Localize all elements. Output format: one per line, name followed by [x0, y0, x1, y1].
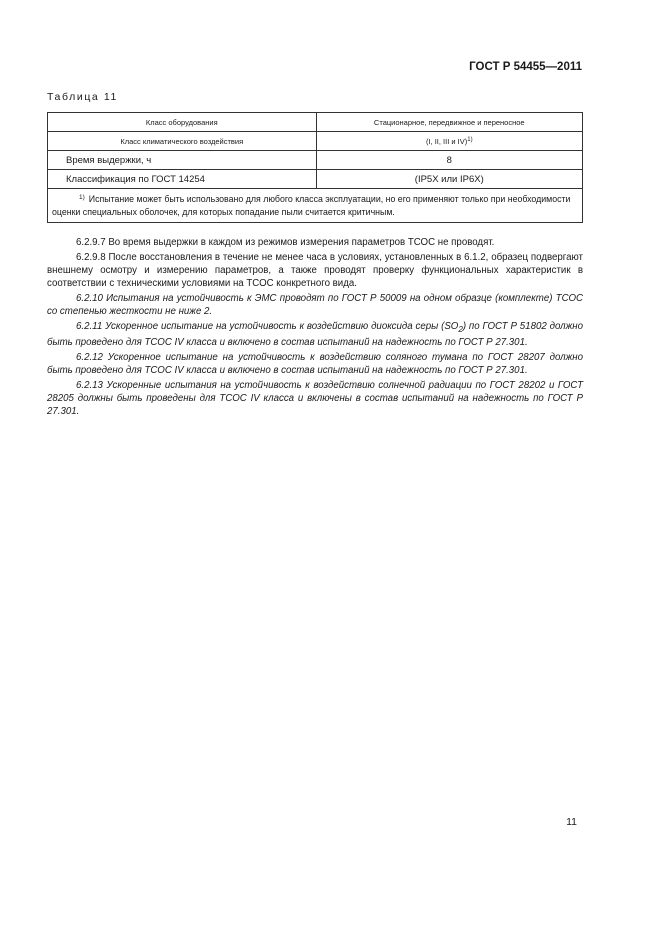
header-cell-equipment-class: Класс оборудования: [48, 113, 317, 132]
table-row: [48, 170, 583, 189]
table-caption: Таблица 11: [47, 91, 118, 103]
table-footnote-row: [48, 189, 583, 223]
table-header-row: [48, 132, 583, 151]
climate-values-text: (I, II, III и IV): [425, 136, 468, 146]
row-value: (IP5X или IP6X): [316, 170, 582, 189]
paragraph-6-2-11: [47, 320, 583, 349]
paragraph-6-2-13: 6.2.13 Ускоренные испытания на устойчивость к воздействию солнечной радиации по ГОСТ 28202 и ГОСТ 28205 должны быть проведены для ТСОС IV класса и включены в состав испытаний на надежность по ГОСТ Р 27.301.: [47, 379, 583, 417]
page-number: 11: [566, 816, 577, 828]
paragraph-6-2-9-8: 6.2.9.8 После восстановления в течение не менее часа в условиях, установленных в 6.1.2, образец подвергают внешнему осмотру и измерению параметров, а также проводят проверку функциональных характеристик в соответствии с техническими условиями на ТСОС конкретного вида.: [47, 252, 583, 289]
paragraph-6-2-12: 6.2.12 Ускоренное испытание на устойчивость к воздействию соляного тумана по ГОСТ 28207 должно быть проведено для ТСОС IV класса и включено в состав испытаний на надежность по ГОСТ Р 27.301.: [47, 351, 583, 376]
standard-code: ГОСТ Р 54455—2011: [469, 61, 582, 73]
footnote-ref: 1): [467, 136, 473, 143]
table-footnote: [48, 189, 583, 223]
table-header-row: [48, 113, 583, 132]
table-row: [48, 151, 583, 170]
so2-subscript: 2: [458, 324, 463, 334]
header-cell-equipment-type: Стационарное, передвижное и переносное: [316, 113, 582, 132]
header-cell-climate-values: [316, 132, 582, 151]
paragraph-6-2-11-start: 6.2.11 Ускоренное испытание на устойчивость к воздействию диоксида серы (SO: [76, 321, 459, 332]
footnote-marker: 1): [79, 194, 85, 201]
body-text: [47, 236, 583, 420]
spec-table: [47, 112, 583, 223]
paragraph-6-2-11-end: ) по ГОСТ Р 51802 должно быть проведено для ТСОС IV класса и включено в состав испытаний на надежность по ГОСТ Р 27.301.: [47, 321, 583, 348]
header-cell-climate-class: Класс климатического воздействия: [48, 132, 317, 151]
footnote-text: Испытание может быть использовано для любого класса эксплуатации, но его применяют только при необходимости оценки специальных оболочек, для которых попадание пыли считается критичным.: [52, 194, 571, 217]
row-label: Время выдержки, ч: [48, 151, 317, 170]
paragraph-6-2-10: 6.2.10 Испытания на устойчивость к ЭМС проводят по ГОСТ Р 50009 на одном образце (комплекте) ТСОС со степенью жесткости не ниже 2.: [47, 293, 583, 317]
row-label: Классификация по ГОСТ 14254: [48, 170, 317, 189]
paragraph-6-2-9-7: 6.2.9.7 Во время выдержки в каждом из режимов измерения параметров ТСОС не проводят.: [76, 237, 495, 248]
row-value: 8: [316, 151, 582, 170]
